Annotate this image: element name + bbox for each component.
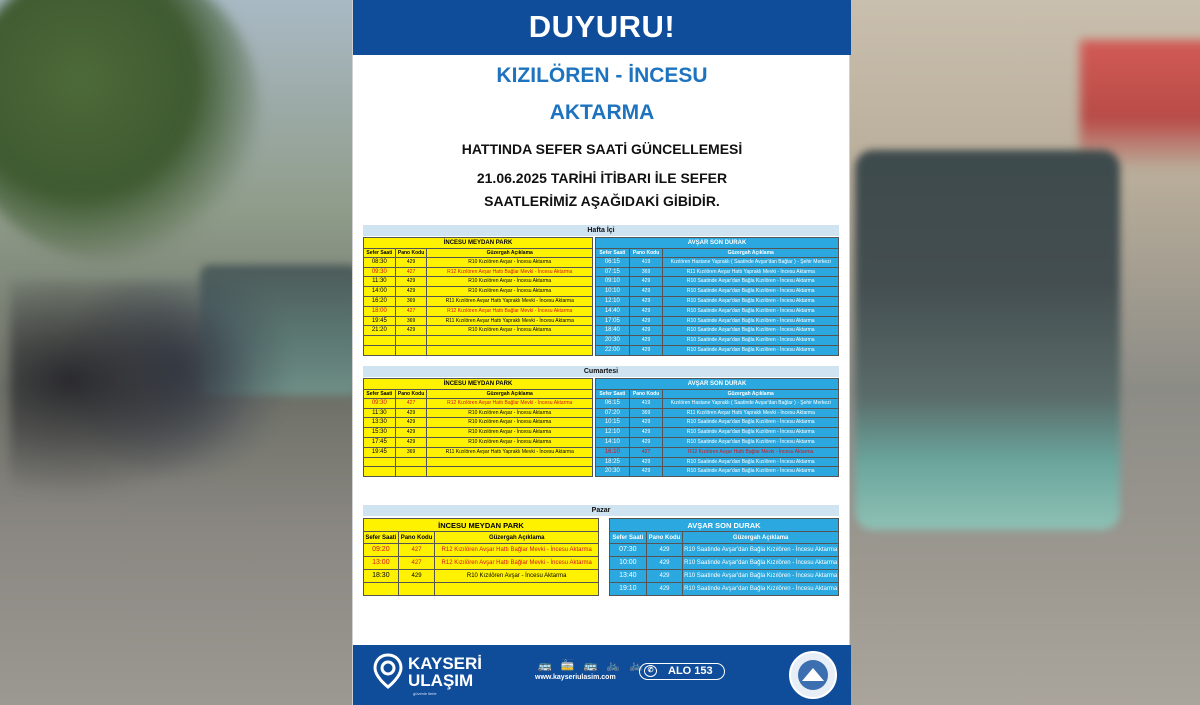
table-row xyxy=(595,458,839,468)
logo-text-kayseri: KAYSERİ xyxy=(408,654,483,673)
row-desc: R10 Kızılören Avşar - İncesu Aktarma xyxy=(468,288,552,295)
table-row xyxy=(595,268,839,278)
table-row xyxy=(363,317,593,327)
row-desc: R10 Kızılören Avşar - İncesu Aktarma xyxy=(468,409,552,416)
row-code xyxy=(399,583,436,595)
row-code: 429 xyxy=(396,326,428,335)
right-schedule-table xyxy=(609,518,839,596)
row-desc: R10 Saatinde Avşar'dan Bağla Kızılören - İncesu Aktarma xyxy=(684,573,838,579)
row-time: 06:15 xyxy=(596,258,630,267)
municipality-seal-icon xyxy=(789,651,837,699)
row-code: 369 xyxy=(396,317,428,326)
banner-title: DUYURU! xyxy=(528,9,676,44)
row-desc: R10 Kızılören Avşar - İncesu Aktarma xyxy=(468,429,552,436)
blurred-bus-right xyxy=(855,150,1120,530)
row-time xyxy=(364,458,396,467)
table-row xyxy=(595,317,839,327)
row-code: 429 xyxy=(630,346,664,355)
table-row xyxy=(363,418,593,428)
row-time xyxy=(364,583,399,595)
row-code: 429 xyxy=(647,544,684,556)
column-header-code: Pano Kodu xyxy=(399,532,436,543)
row-desc: R10 Saatinde Avşar'dan Bağla Kızılören - İncesu Aktarma xyxy=(686,419,815,426)
row-time: 10:00 xyxy=(610,557,647,569)
row-time: 10:15 xyxy=(596,418,630,427)
update-heading: HATTINDA SEFER SAATİ GÜNCELLEMESİ xyxy=(461,141,743,157)
table-row xyxy=(363,438,593,448)
column-header-row xyxy=(363,389,593,399)
stop-title: İNCESU MEYDAN PARK xyxy=(363,237,593,248)
row-time: 17:45 xyxy=(364,438,396,447)
table-row xyxy=(609,557,839,570)
stop-title: AVŞAR SON DURAK xyxy=(609,518,839,531)
row-time: 12:10 xyxy=(596,297,630,306)
row-time: 17:05 xyxy=(596,317,630,326)
row-time: 06:15 xyxy=(596,399,630,408)
row-code: 429 xyxy=(630,297,664,306)
row-time: 07:30 xyxy=(610,544,647,556)
row-code: 429 xyxy=(396,287,428,296)
row-time xyxy=(364,336,396,345)
row-code: 429 xyxy=(630,467,664,476)
row-code: 429 xyxy=(630,438,664,447)
phone-hotline[interactable] xyxy=(639,663,725,680)
row-desc: R11 Kızılören Avşar Hattı Yapraklı Mevki - İncesu Aktarma xyxy=(686,409,815,416)
route-subtitle: AKTARMA xyxy=(549,101,655,124)
location-pin-icon xyxy=(373,653,403,689)
table-row xyxy=(595,258,839,268)
row-code: 419 xyxy=(630,399,664,408)
column-header-desc: Güzergah Açıklama xyxy=(486,391,533,397)
row-desc: Kızılören Hastane Yapraklı ( Saatinde Avşar'dan Bağlar ) - Şehir Merkezi xyxy=(670,258,831,265)
row-time: 18:00 xyxy=(364,307,396,316)
row-desc: R12 Kızılören Avşar Hattı Bağlar Mevki - İncesu Aktarma xyxy=(447,399,573,406)
row-code xyxy=(396,346,428,355)
table-row xyxy=(363,277,593,287)
table-row xyxy=(595,297,839,307)
column-header-desc: Güzergah Açıklama xyxy=(488,535,545,541)
table-row xyxy=(363,458,593,468)
row-desc: R10 Saatinde Avşar'dan Bağla Kızılören - İncesu Aktarma xyxy=(684,547,838,553)
row-desc: R10 Saatinde Avşar'dan Bağla Kızılören - İncesu Aktarma xyxy=(686,327,815,334)
row-time: 09:10 xyxy=(596,277,630,286)
row-desc: R10 Saatinde Avşar'dan Bağla Kızılören - İncesu Aktarma xyxy=(684,586,838,592)
table-row xyxy=(363,428,593,438)
row-time: 14:40 xyxy=(596,307,630,316)
table-row xyxy=(595,467,839,477)
row-desc: R11 Kızılören Avşar Hattı Yapraklı Mevki - İncesu Aktarma xyxy=(445,317,574,324)
row-desc: R10 Kızılören Avşar - İncesu Aktarma xyxy=(468,438,552,445)
column-header-time: Sefer Saati xyxy=(364,532,399,543)
day-label: Hafta İçi xyxy=(363,225,839,236)
column-header-row xyxy=(595,389,839,399)
row-code: 429 xyxy=(630,458,664,467)
row-desc: R11 Kızılören Avşar Hattı Yapraklı Mevki - İncesu Aktarma xyxy=(686,268,815,275)
row-code: 429 xyxy=(396,438,428,447)
table-row xyxy=(363,297,593,307)
table-row xyxy=(363,287,593,297)
row-code: 429 xyxy=(630,336,664,345)
table-row xyxy=(363,570,599,583)
row-code: 429 xyxy=(399,570,436,582)
row-code: 429 xyxy=(396,258,428,267)
column-header-desc: Güzergah Açıklama xyxy=(727,391,774,397)
row-desc xyxy=(427,336,592,345)
row-desc: R10 Saatinde Avşar'dan Bağla Kızılören - İncesu Aktarma xyxy=(686,288,815,295)
row-desc xyxy=(427,346,592,355)
row-code: 429 xyxy=(647,570,684,582)
row-code: 419 xyxy=(630,258,664,267)
row-time xyxy=(364,346,396,355)
row-desc: R12 Kızılören Avşar Hattı Bağlar Mevki - İncesu Aktarma xyxy=(447,307,573,314)
table-row xyxy=(595,448,839,458)
row-time: 11:30 xyxy=(364,409,396,418)
row-desc: R10 Saatinde Avşar'dan Bağla Kızılören - İncesu Aktarma xyxy=(686,458,815,465)
row-time: 09:20 xyxy=(364,544,399,556)
row-time: 14:10 xyxy=(596,438,630,447)
row-code: 427 xyxy=(630,448,664,457)
table-row xyxy=(609,570,839,583)
row-code: 369 xyxy=(630,409,664,418)
row-time: 20:30 xyxy=(596,336,630,345)
row-time: 12:10 xyxy=(596,428,630,437)
table-row xyxy=(595,326,839,336)
logo-text-ulasim: ULAŞIM xyxy=(408,671,474,690)
row-desc: R10 Saatinde Avşar'dan Bağla Kızılören - İncesu Aktarma xyxy=(686,429,815,436)
row-desc: R10 Saatinde Avşar'dan Bağla Kızılören - İncesu Aktarma xyxy=(686,297,815,304)
row-desc: R10 Kızılören Avşar - İncesu Aktarma xyxy=(468,258,552,265)
day-label: Pazar xyxy=(363,505,839,516)
row-code: 429 xyxy=(647,557,684,569)
row-time: 15:30 xyxy=(364,428,396,437)
row-time: 22:00 xyxy=(596,346,630,355)
stop-title: İNCESU MEYDAN PARK xyxy=(363,518,599,531)
row-code xyxy=(396,458,428,467)
row-desc: R10 Saatinde Avşar'dan Bağla Kızılören - İncesu Aktarma xyxy=(686,317,815,324)
column-header-desc: Güzergah Açıklama xyxy=(486,250,533,256)
left-schedule-table xyxy=(363,378,593,477)
row-desc: R12 Kızılören Avşar Hattı Bağlar Mevki - İncesu Aktarma xyxy=(447,268,573,275)
notice-line-2: SAATLERİMİZ AŞAĞIDAKİ GİBİDİR. xyxy=(484,193,720,209)
announcement-banner xyxy=(353,0,851,55)
row-code: 427 xyxy=(396,307,428,316)
row-code: 429 xyxy=(630,418,664,427)
left-schedule-table xyxy=(363,237,593,356)
row-desc: R10 Saatinde Avşar'dan Bağla Kızılören - İncesu Aktarma xyxy=(684,560,838,566)
table-row xyxy=(595,287,839,297)
table-row xyxy=(363,307,593,317)
row-desc: R10 Saatinde Avşar'dan Bağla Kızılören - İncesu Aktarma xyxy=(686,307,815,314)
phone-number: ALO 153 xyxy=(668,665,713,677)
table-row xyxy=(595,346,839,356)
table-row xyxy=(363,399,593,409)
row-time: 18:40 xyxy=(596,326,630,335)
row-code: 427 xyxy=(396,399,428,408)
column-header-code: Pano Kodu xyxy=(396,390,428,398)
row-time: 07:20 xyxy=(596,409,630,418)
row-time: 13:30 xyxy=(364,418,396,427)
row-desc: R10 Kızılören Avşar - İncesu Aktarma xyxy=(468,419,552,426)
table-row xyxy=(595,418,839,428)
right-schedule-table xyxy=(595,237,839,356)
transport-icons: 🚌 🚋 🚌 🚲 🚲 xyxy=(538,660,646,672)
column-header-row xyxy=(363,531,599,544)
row-time: 19:45 xyxy=(364,317,396,326)
table-row xyxy=(595,409,839,419)
table-row xyxy=(363,326,593,336)
row-time: 21:20 xyxy=(364,326,396,335)
table-row xyxy=(595,336,839,346)
row-code: 429 xyxy=(630,287,664,296)
row-desc: R12 Kızılören Avşar Hattı Bağlar Mevki - İncesu Aktarma xyxy=(441,560,592,566)
row-time: 13:00 xyxy=(364,557,399,569)
background-right-blur xyxy=(850,0,1200,705)
stop-title: AVŞAR SON DURAK xyxy=(595,378,839,389)
announcement-poster xyxy=(352,0,850,705)
row-time: 14:00 xyxy=(364,287,396,296)
column-header-code: Pano Kodu xyxy=(396,249,428,257)
row-time: 08:30 xyxy=(364,258,396,267)
row-time: 07:15 xyxy=(596,268,630,277)
row-code: 369 xyxy=(396,448,428,457)
row-code: 427 xyxy=(399,544,436,556)
route-title: KIZILÖREN - İNCESU xyxy=(496,64,708,87)
row-time: 10:10 xyxy=(596,287,630,296)
column-header-code: Pano Kodu xyxy=(630,249,664,257)
row-code: 429 xyxy=(630,326,664,335)
row-desc: R10 Saatinde Avşar'dan Bağla Kızılören - İncesu Aktarma xyxy=(686,468,815,475)
table-row xyxy=(363,557,599,570)
row-code: 429 xyxy=(396,277,428,286)
table-row xyxy=(363,544,599,557)
row-desc: R10 Saatinde Avşar'dan Bağla Kızılören - İncesu Aktarma xyxy=(686,438,815,445)
website-link[interactable]: www.kayseriulasim.com xyxy=(535,674,616,681)
row-code: 429 xyxy=(630,428,664,437)
row-code: 429 xyxy=(396,418,428,427)
row-desc: R10 Saatinde Avşar'dan Bağla Kızılören - İncesu Aktarma xyxy=(686,346,815,353)
row-code: 427 xyxy=(399,557,436,569)
row-desc: R10 Saatinde Avşar'dan Bağla Kızılören - İncesu Aktarma xyxy=(686,278,815,285)
column-header-row xyxy=(609,531,839,544)
table-row xyxy=(595,277,839,287)
table-row xyxy=(363,448,593,458)
table-row xyxy=(609,544,839,557)
row-time: 11:30 xyxy=(364,277,396,286)
column-header-code: Pano Kodu xyxy=(630,390,664,398)
table-row xyxy=(363,258,593,268)
row-time: 20:30 xyxy=(596,467,630,476)
table-row xyxy=(363,409,593,419)
column-header-code: Pano Kodu xyxy=(647,532,684,543)
row-code: 429 xyxy=(647,583,684,595)
row-desc: R11 Kızılören Avşar Hattı Yapraklı Mevki - İncesu Aktarma xyxy=(445,448,574,455)
row-desc xyxy=(435,583,598,595)
day-label: Cumartesi xyxy=(363,366,839,377)
table-row xyxy=(363,268,593,278)
left-schedule-table xyxy=(363,518,599,596)
background-left-blur xyxy=(0,0,352,705)
row-code: 429 xyxy=(630,317,664,326)
row-time: 18:25 xyxy=(596,458,630,467)
seal-mountain-shape xyxy=(802,668,824,681)
row-desc: Kızılören Hastane Yapraklı ( Saatinde Avşar'dan Bağlar ) - Şehir Merkezi xyxy=(670,399,831,406)
row-code: 429 xyxy=(396,428,428,437)
table-row xyxy=(363,583,599,596)
row-time: 16:20 xyxy=(364,297,396,306)
row-desc: R10 Kızılören Avşar - İncesu Aktarma xyxy=(466,573,567,579)
table-row xyxy=(595,399,839,409)
row-desc: R10 Saatinde Avşar'dan Bağla Kızılören - İncesu Aktarma xyxy=(686,337,815,344)
row-code xyxy=(396,336,428,345)
row-code: 429 xyxy=(630,307,664,316)
row-time: 19:45 xyxy=(364,448,396,457)
row-code: 369 xyxy=(396,297,428,306)
row-code xyxy=(396,467,428,476)
row-time: 09:30 xyxy=(364,268,396,277)
table-row xyxy=(595,307,839,317)
table-row xyxy=(363,467,593,477)
row-code: 429 xyxy=(396,409,428,418)
stop-title: İNCESU MEYDAN PARK xyxy=(363,378,593,389)
column-header-time: Sefer Saati xyxy=(596,249,630,257)
column-header-desc: Güzergah Açıklama xyxy=(732,535,789,541)
column-header-row xyxy=(595,248,839,258)
blurred-tree xyxy=(0,0,260,260)
notice-line-1: 21.06.2025 TARİHİ İTİBARI İLE SEFER xyxy=(476,170,728,186)
blurred-people xyxy=(10,280,310,530)
stop-title: AVŞAR SON DURAK xyxy=(595,237,839,248)
logo-tagline: güvenle ilerle xyxy=(413,691,437,696)
row-desc: R11 Kızılören Avşar Hattı Yapraklı Mevki - İncesu Aktarma xyxy=(445,297,574,304)
row-desc: R10 Kızılören Avşar - İncesu Aktarma xyxy=(468,327,552,334)
row-desc: R12 Kızılören Avşar Hattı Bağlar Mevki - İncesu Aktarma xyxy=(688,448,814,455)
right-schedule-table xyxy=(595,378,839,477)
row-time: 18:30 xyxy=(364,570,399,582)
phone-icon: ✆ xyxy=(644,665,657,677)
row-code: 429 xyxy=(630,277,664,286)
row-time: 16:10 xyxy=(596,448,630,457)
row-code: 427 xyxy=(396,268,428,277)
table-row xyxy=(595,428,839,438)
table-row xyxy=(609,583,839,596)
row-time: 09:30 xyxy=(364,399,396,408)
column-header-row xyxy=(363,248,593,258)
footer-bar xyxy=(353,645,851,705)
row-desc: R10 Kızılören Avşar - İncesu Aktarma xyxy=(468,278,552,285)
table-row xyxy=(363,336,593,346)
column-header-desc: Güzergah Açıklama xyxy=(727,250,774,256)
row-desc xyxy=(427,458,592,467)
row-time: 13:40 xyxy=(610,570,647,582)
column-header-time: Sefer Saati xyxy=(364,249,396,257)
row-time: 19:10 xyxy=(610,583,647,595)
row-desc: R12 Kızılören Avşar Hattı Bağlar Mevki - İncesu Aktarma xyxy=(441,547,592,553)
row-code: 369 xyxy=(630,268,664,277)
table-row xyxy=(595,438,839,448)
row-desc xyxy=(427,467,592,476)
column-header-time: Sefer Saati xyxy=(596,390,630,398)
table-row xyxy=(363,346,593,356)
column-header-time: Sefer Saati xyxy=(610,532,647,543)
row-time xyxy=(364,467,396,476)
column-header-time: Sefer Saati xyxy=(364,390,396,398)
